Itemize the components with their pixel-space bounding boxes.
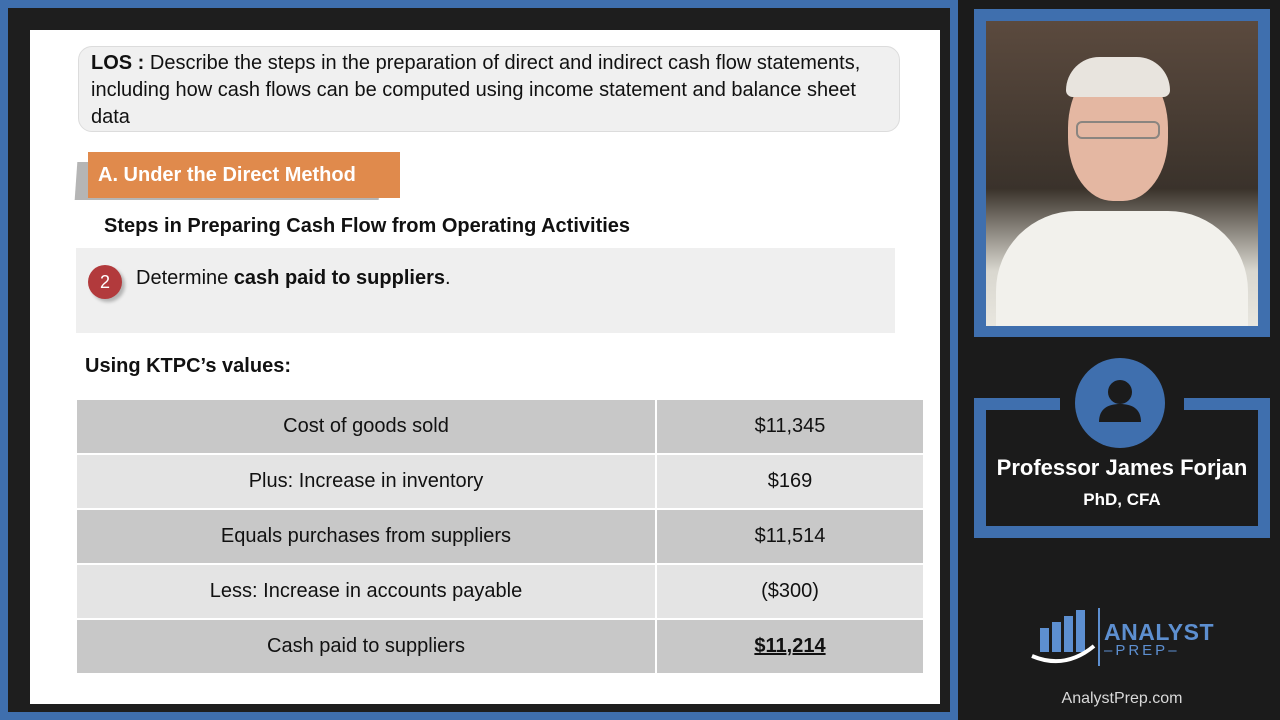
site-url: AnalystPrep.com: [1061, 690, 1183, 707]
brand-word-2: –PREP–: [1104, 642, 1180, 659]
presenter-shirt: [996, 211, 1248, 326]
row-label: Cost of goods sold: [77, 400, 656, 454]
table-row: [77, 564, 923, 619]
row-label: Equals purchases from suppliers: [77, 509, 656, 564]
row-label: Plus: Increase in inventory: [77, 454, 656, 509]
row-value: $169: [656, 454, 923, 509]
los-label: LOS :: [91, 52, 145, 74]
presenter-hair: [1066, 57, 1170, 97]
step-box: [76, 248, 895, 333]
row-value-total: $11,214: [656, 619, 923, 674]
step-bold: cash paid to suppliers: [233, 267, 445, 289]
presenter-credentials: PhD, CFA: [1083, 490, 1161, 509]
step-text: [136, 267, 451, 290]
presenter-glasses: [1076, 121, 1160, 139]
presenter-video: [986, 21, 1258, 326]
section-header: A. Under the Direct Method: [88, 152, 400, 198]
row-label: Cash paid to suppliers: [77, 619, 656, 674]
slide-border: [8, 8, 950, 712]
table-row: [77, 454, 923, 509]
steps-title: Steps in Preparing Cash Flow from Operating Activities: [104, 215, 631, 237]
using-title: Using KTPC’s values:: [85, 355, 291, 377]
presenter-video-frame: [974, 9, 1270, 337]
row-value: $11,514: [656, 509, 923, 564]
slide: [30, 30, 940, 704]
user-avatar-icon: [1075, 358, 1165, 448]
step-number-badge: 2: [88, 265, 122, 299]
brand-word-1: ANALYST: [1104, 619, 1214, 645]
table-row: [77, 509, 923, 564]
table-row: [77, 619, 923, 674]
row-label: Less: Increase in accounts payable: [77, 564, 656, 619]
row-value: $11,345: [656, 400, 923, 454]
los-box: [78, 46, 900, 132]
los-text: Describe the steps in the preparation of direct and indirect cash flow statements, including how cash flows can be computed using income statement and balance sheet data: [91, 52, 861, 128]
values-table: [77, 400, 923, 675]
step-suffix: .: [444, 267, 451, 289]
step-prefix: Determine: [136, 267, 234, 289]
brand-word-2-text: PREP: [1115, 642, 1169, 659]
presenter-name: Professor James Forjan: [996, 455, 1248, 480]
table-row: [77, 400, 923, 454]
row-value: ($300): [656, 564, 923, 619]
